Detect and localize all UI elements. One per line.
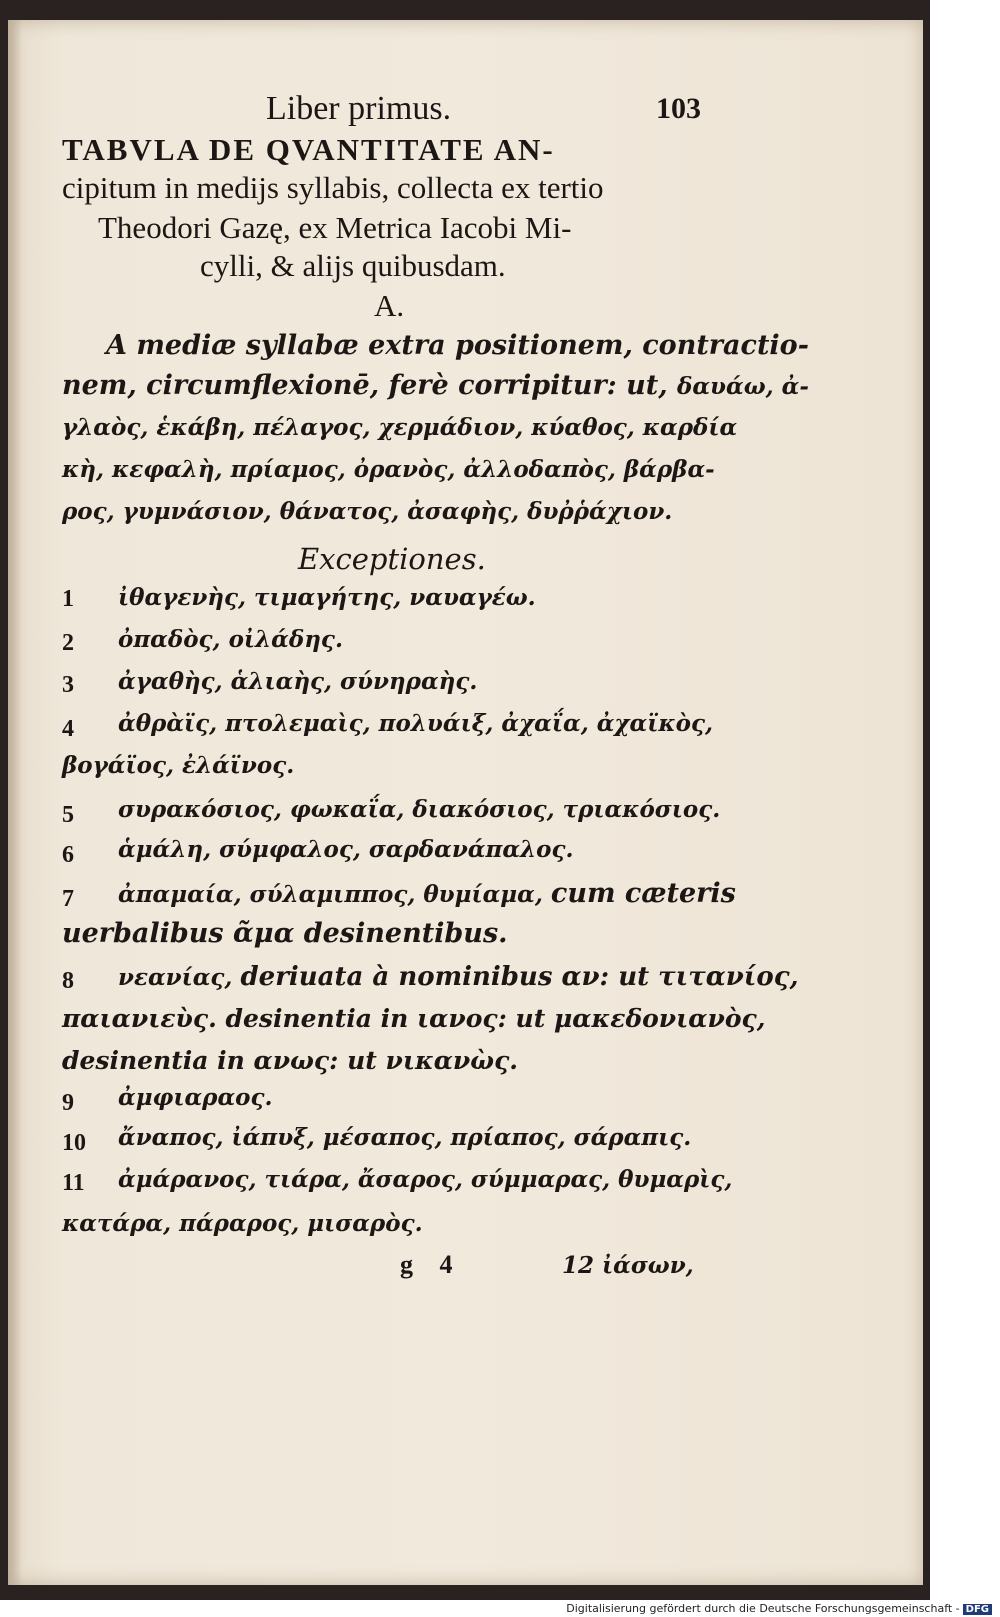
digitization-credit [566,1602,992,1615]
rule-line-1: A mediæ syllabæ extra positionem, contractio- [106,330,809,361]
exception-greek: ἀπαμαία, σύλαμιππος, θυμίαμα, [118,881,543,908]
exception-number: 11 [62,1170,85,1196]
rule-line-5: ρος, γυμνάσιον, θάνατος, ἀσαφὴς, δυῤῥάχιον. [62,498,673,525]
exception-latin: deriuata à nominibus αν: ut τιτανίος, [240,962,799,992]
title-line-3: Theodori Gazę, ex Metrica Iacobi Mi- [98,210,572,245]
section-letter: A. [374,288,405,323]
exception-number: 2 [62,630,74,656]
exception-number: 10 [62,1130,86,1156]
exception-text: ἀμφιαραος. [118,1084,273,1111]
exception-text: ὀπαδὸς, οἰλάδης. [118,626,343,653]
exception-continuation: uerbalibus ᾶμα desinentibus. [62,918,508,949]
exception-text: συρακόσιος, φωκαΐα, διακόσιος, τριακόσιος. [118,796,721,823]
exception-text: ἁμάλη, σύμφαλος, σαρδανάπαλος. [118,836,574,863]
exception-latin: cum cæteris [550,878,736,909]
exception-text [118,878,736,909]
title-line-2: cipitum in medijs syllabis, collecta ex tertio [62,170,604,205]
rule-line-2-latin: nem, circumflexionē, ferè corripitur: ut, [62,370,668,401]
rule-line-2 [62,370,809,401]
exception-number: 7 [62,886,74,912]
exception-number: 3 [62,672,74,698]
exception-greek: νεανίας, [118,964,233,991]
credit-text: Digitalisierung gefördert durch die Deutsche Forschungsgemeinschaft - [566,1602,960,1615]
rule-line-4: κὴ, κεφαλὴ, πρίαμος, ὀρανὸς, ἀλλοδαπὸς, βάρβα- [62,456,715,483]
exception-continuation: κατάρα, πάραρος, μισαρὸς. [62,1210,423,1237]
book-page [8,20,923,1585]
exception-number: 5 [62,802,74,828]
rule-line-2-greek: δαυάω, ἀ- [677,373,809,400]
exception-continuation-2: desinentia in ανως: ut νικανὼς. [62,1046,519,1075]
exception-text: ἀμάρανος, τιάρα, ἄσαρος, σύμμαρας, θυμαρὶς, [118,1166,733,1193]
exception-text: ἰθαγενὴς, τιμαγήτης, ναυαγέω. [118,584,536,611]
exceptions-heading: Exceptiones. [298,542,486,576]
rule-line-3: γλαὸς, ἑκάβη, πέλαγος, χερμάδιον, κύαθος, καρδία [62,414,738,441]
exception-number: 1 [62,586,74,612]
signature-mark: g 4 [400,1250,453,1279]
exception-continuation: παιανιεὺς. desinentia in ιανος: ut μακεδονιανὸς, [62,1004,766,1033]
running-head: Liber primus. [266,90,452,127]
exception-text: ἀθρὰϊς, πτολεμαὶς, πολυάιξ, ἀχαΐα, ἀχαϊκὸς, [118,710,713,737]
exception-number: 4 [62,716,74,742]
exception-text [118,962,799,992]
folio-number: 103 [656,92,701,125]
catchword: 12 ἰάσων, [562,1252,694,1279]
exception-number: 6 [62,842,74,868]
exception-text: ἀγαθὴς, ἁλιαὴς, σύνηραὴς. [118,668,478,695]
exception-continuation: βογάϊος, ἐλάϊνος. [62,752,295,779]
exception-number: 9 [62,1090,74,1116]
title-line-1: TABVLA DE QVANTITATE AN- [62,132,555,167]
exception-number: 8 [62,968,74,994]
exception-text: ἄναπος, ἰάπυξ, μέσαπος, πρίαπος, σάραπις. [118,1124,692,1151]
title-line-4: cylli, & alijs quibusdam. [200,248,506,283]
dfg-logo: DFG [963,1604,992,1615]
